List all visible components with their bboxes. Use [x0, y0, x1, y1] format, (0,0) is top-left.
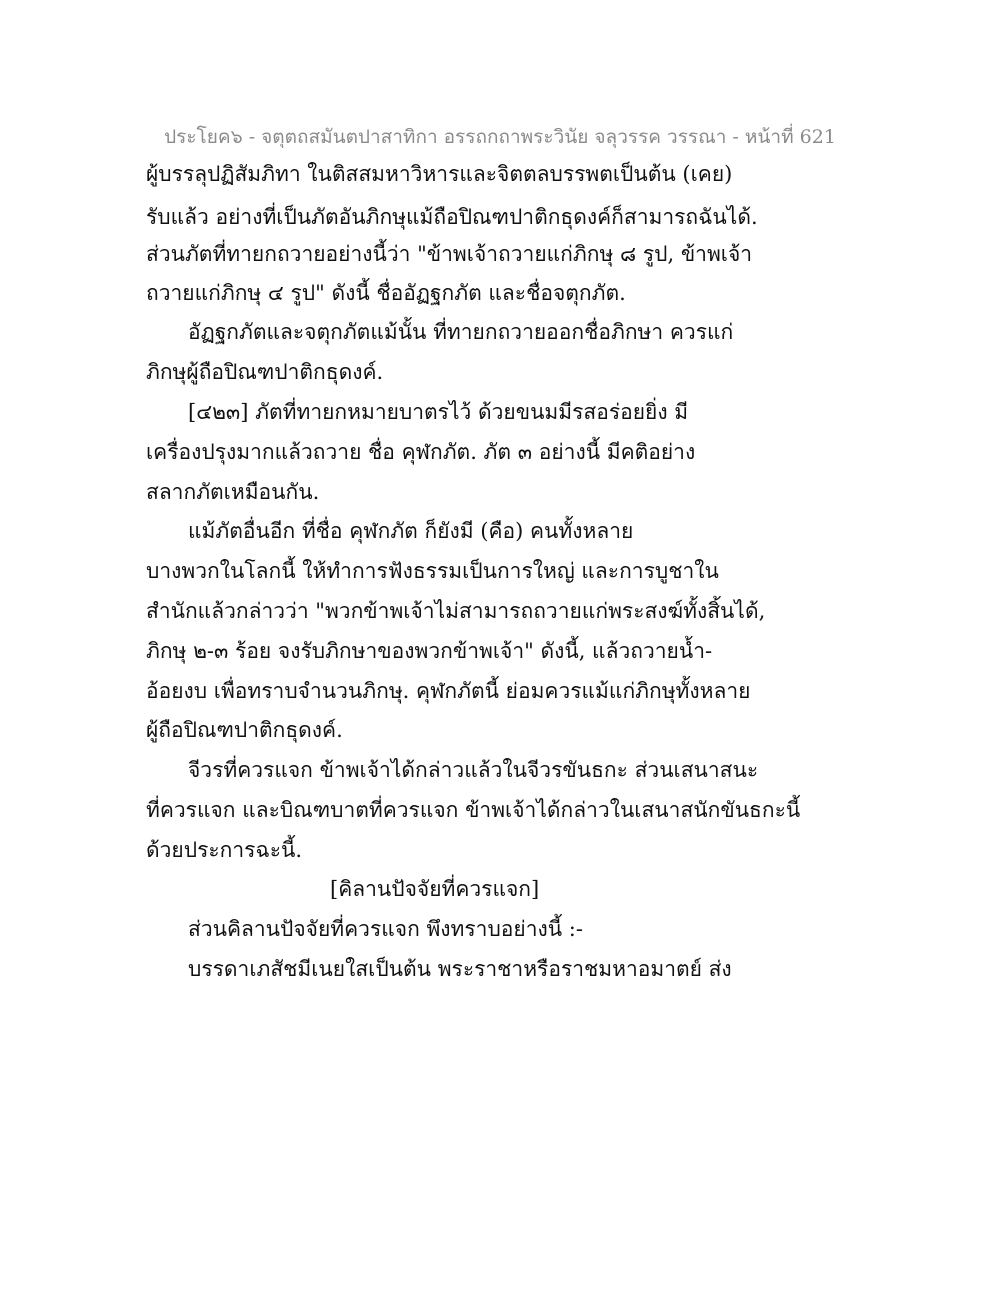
- body-line: ผู้ถือปิณฑปาติกธุดงค์.: [146, 718, 343, 742]
- body-line: บรรดาเภสัชมีเนยใสเป็นต้น พระราชาหรือราชมหาอมาตย์ ส่ง: [188, 957, 732, 981]
- body-line: รับแล้ว อย่างที่เป็นภัตอันภิกษุแม้ถือปิณฑปาติกธุดงค์ก็สามารถฉันได้.: [146, 205, 758, 229]
- body-line: ผู้บรรลุปฏิสัมภิทา ในติสสมหาวิหารและจิตตลบรรพตเป็นต้น (เคย): [146, 162, 733, 186]
- body-line: [๔๒๓] ภัตที่ทายกหมายบาตรไว้ ด้วยขนมมีรสอร่อยยิ่ง มี: [188, 400, 689, 424]
- section-heading: [คิลานปัจจัยที่ควรแจก]: [330, 877, 540, 901]
- body-line: แม้ภัตอื่นอีก ที่ชื่อ คุฬกภัต ก็ยังมี (คือ) คนทั้งหลาย: [188, 519, 634, 543]
- body-line: สลากภัตเหมือนกัน.: [146, 480, 320, 504]
- body-line: จีวรที่ควรแจก ข้าพเจ้าได้กล่าวแล้วในจีวรขันธกะ ส่วนเสนาสนะ: [188, 758, 759, 782]
- body-line: เครื่องปรุงมากแล้วถวาย ชื่อ คุฬกภัต. ภัต ๓ อย่างนี้ มีคติอย่าง: [146, 440, 696, 464]
- body-line: สำนักแล้วกล่าวว่า "พวกข้าพเจ้าไม่สามารถถวายแก่พระสงฆ์ทั้งสิ้นได้,: [146, 599, 766, 623]
- body-line: ส่วนภัตที่ทายกถวายอย่างนี้ว่า "ข้าพเจ้าถวายแก่ภิกษุ ๘ รูป, ข้าพเจ้า: [146, 242, 753, 266]
- body-line: ภิกษุผู้ถือปิณฑปาติกธุดงค์.: [146, 360, 384, 384]
- body-line: บางพวกในโลกนี้ ให้ทำการฟังธรรมเป็นการใหญ่ และการบูชาใน: [146, 559, 719, 583]
- body-line: ภิกษุ ๒-๓ ร้อย จงรับภิกษาของพวกข้าพเจ้า" ดังนี้, แล้วถวายน้ำ-: [146, 639, 713, 663]
- body-line: ถวายแก่ภิกษุ ๔ รูป" ดังนี้ ชื่ออัฏฐกภัต และชื่อจตุกภัต.: [146, 281, 626, 305]
- body-line: ด้วยประการฉะนี้.: [146, 838, 303, 862]
- body-line: ที่ควรแจก และบิณฑบาตที่ควรแจก ข้าพเจ้าได้กล่าวในเสนาสนักขันธกะนี้: [146, 798, 801, 822]
- body-line: ส่วนคิลานปัจจัยที่ควรแจก พึงทราบอย่างนี้ :-: [188, 917, 583, 941]
- body-line: อัฏฐกภัตและจตุกภัตแม้นั้น ที่ทายกถวายออกชื่อภิกษา ควรแก่: [188, 320, 734, 344]
- body-line: อ้อยงบ เพื่อทราบจำนวนภิกษุ. คุฬกภัตนี้ ย่อมควรแม้แก่ภิกษุทั้งหลาย: [146, 679, 751, 703]
- page-header: ประโยค๖ - จตุตถสมันตปาสาทิกา อรรถกถาพระวินัย จลุวรรค วรรณา - หน้าที่ 621: [164, 126, 836, 148]
